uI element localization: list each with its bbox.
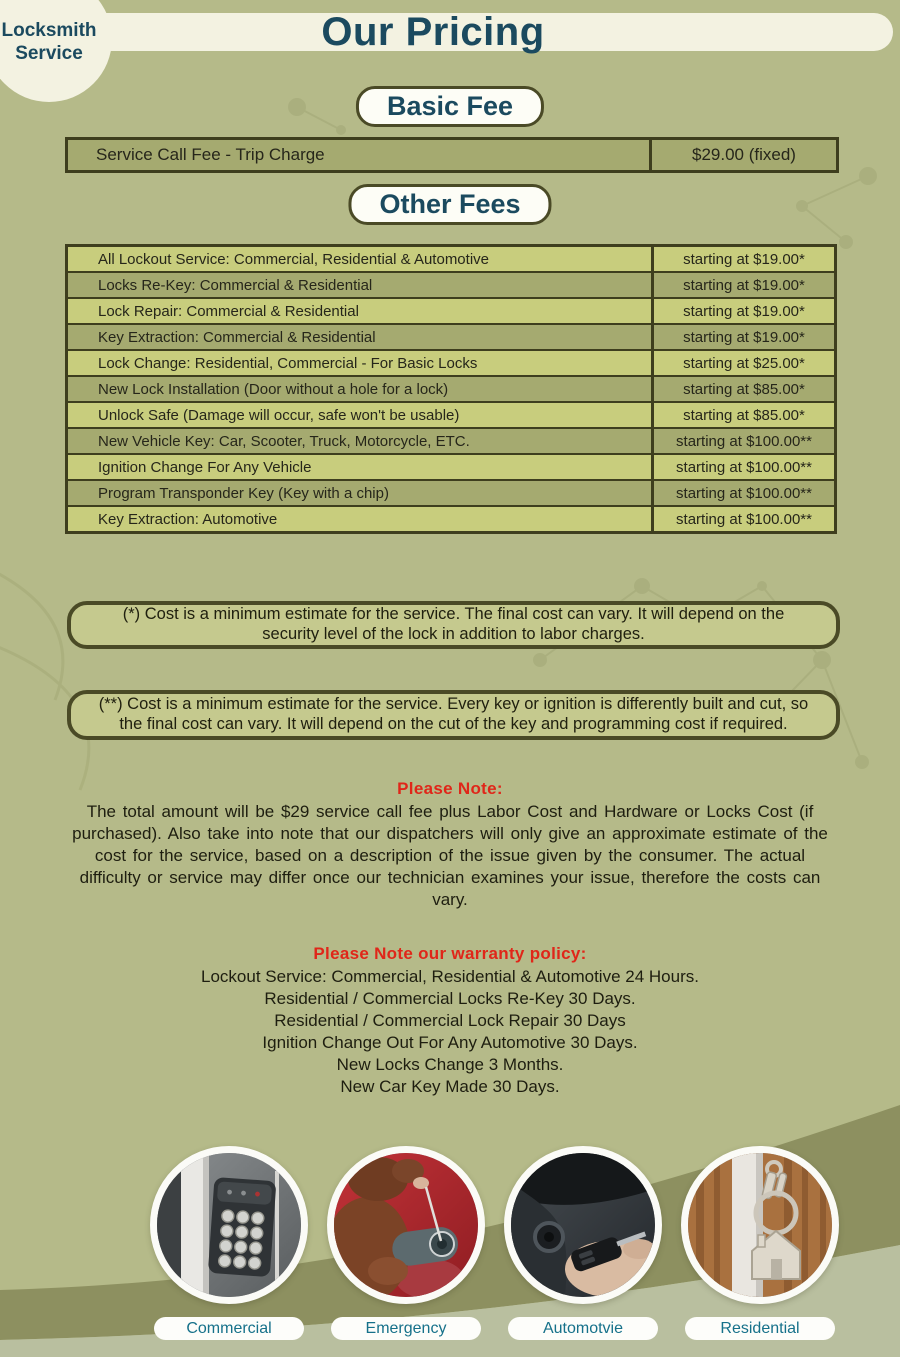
- please-note-heading: Please Note:: [397, 779, 503, 798]
- fee-service: Lock Change: Residential, Commercial - For Basic Locks: [98, 354, 478, 372]
- fee-price: starting at $19.00*: [651, 273, 834, 297]
- other-fees-heading: Other Fees: [348, 184, 551, 225]
- fee-service: All Lockout Service: Commercial, Residential & Automotive: [98, 250, 489, 268]
- car-lockout-photo: [327, 1146, 485, 1304]
- fee-row: [68, 247, 834, 273]
- fee-row: [68, 325, 834, 351]
- car-ignition-key-photo: [504, 1146, 662, 1304]
- double-star-note: (**) Cost is a minimum estimate for the service. Every key or ignition is differently built and cut, so the final cost can vary. It will depend on the cut of the key and programming cost if required.: [67, 690, 840, 740]
- fee-service: Key Extraction: Automotive: [98, 510, 278, 528]
- service-label-emergency[interactable]: Emergency: [331, 1317, 481, 1340]
- fee-row: [68, 403, 834, 429]
- please-note-body: The total amount will be $29 service call fee plus Labor Cost and Hardware or Locks Cost (if purchased). Also take into note that our dispatchers will only give an approximate estimate of the cost for the service, based on a description of the issue given by the consumer. The actual difficulty or service may differ once our technician examines your issue, therefore the costs can vary.: [72, 802, 828, 909]
- brand-logo: [0, 0, 112, 102]
- service-item-residential: [681, 1146, 839, 1340]
- fee-price: starting at $19.00*: [651, 299, 834, 323]
- basic-fee-table: [65, 137, 839, 173]
- service-label-residential[interactable]: Residential: [685, 1317, 835, 1340]
- single-star-note: (*) Cost is a minimum estimate for the service. The final cost can vary. It will depend on the security level of the lock in addition to labor charges.: [67, 601, 840, 649]
- warranty-line: New Car Key Made 30 Days.: [340, 1077, 560, 1096]
- fee-price: starting at $85.00*: [651, 377, 834, 401]
- service-item-automotive: [504, 1146, 662, 1340]
- fee-row: [68, 351, 834, 377]
- fee-row: [68, 429, 834, 455]
- fee-price: $29.00 (fixed): [649, 140, 836, 170]
- fee-row: [68, 273, 834, 299]
- house-keychain-photo: [681, 1146, 839, 1304]
- fee-service: Key Extraction: Commercial & Residential: [98, 328, 376, 346]
- warranty-line: Lockout Service: Commercial, Residential & Automotive 24 Hours.: [201, 967, 699, 986]
- fee-row: [68, 481, 834, 507]
- warranty-policy-list: [0, 966, 900, 1098]
- fee-price: starting at $19.00*: [651, 247, 834, 271]
- basic-fee-heading: Basic Fee: [356, 86, 544, 127]
- fee-service: Locks Re-Key: Commercial & Residential: [98, 276, 373, 294]
- keypad-lock-photo: [150, 1146, 308, 1304]
- warranty-line: Residential / Commercial Locks Re-Key 30 Days.: [264, 989, 636, 1008]
- fee-row: [68, 377, 834, 403]
- fee-price: starting at $100.00**: [651, 507, 834, 531]
- service-label-commercial[interactable]: Commercial: [154, 1317, 304, 1340]
- fee-service: Program Transponder Key (Key with a chip): [98, 484, 389, 502]
- service-label-automotive[interactable]: Automotvie: [508, 1317, 658, 1340]
- brand-line-2: Service: [15, 43, 83, 64]
- fee-price: starting at $25.00*: [651, 351, 834, 375]
- fee-price: starting at $85.00*: [651, 403, 834, 427]
- fee-price: starting at $19.00*: [651, 325, 834, 349]
- warranty-line: Ignition Change Out For Any Automotive 30 Days.: [262, 1033, 638, 1052]
- fee-service: Service Call Fee - Trip Charge: [96, 145, 325, 164]
- fee-service: Ignition Change For Any Vehicle: [98, 458, 312, 476]
- fee-service: Lock Repair: Commercial & Residential: [98, 302, 359, 320]
- fee-service: Unlock Safe (Damage will occur, safe won't be usable): [98, 406, 460, 424]
- fee-price: starting at $100.00**: [651, 429, 834, 453]
- fee-price: starting at $100.00**: [651, 481, 834, 505]
- warranty-line: Residential / Commercial Lock Repair 30 Days: [274, 1011, 626, 1030]
- fee-price: starting at $100.00**: [651, 455, 834, 479]
- fee-service: New Vehicle Key: Car, Scooter, Truck, Motorcycle, ETC.: [98, 432, 470, 450]
- fee-row: [68, 299, 834, 325]
- brand-line-1: Locksmith: [1, 20, 97, 41]
- other-fees-table: [65, 244, 837, 534]
- fee-row: [68, 507, 834, 531]
- page-title: Our Pricing: [321, 10, 545, 54]
- warranty-line: New Locks Change 3 Months.: [336, 1055, 564, 1074]
- service-gallery: [150, 1146, 839, 1340]
- fee-row: [68, 455, 834, 481]
- fee-service: New Lock Installation (Door without a hole for a lock): [98, 380, 449, 398]
- warranty-heading: Please Note our warranty policy:: [313, 944, 587, 963]
- service-item-emergency: [327, 1146, 485, 1340]
- service-item-commercial: [150, 1146, 308, 1340]
